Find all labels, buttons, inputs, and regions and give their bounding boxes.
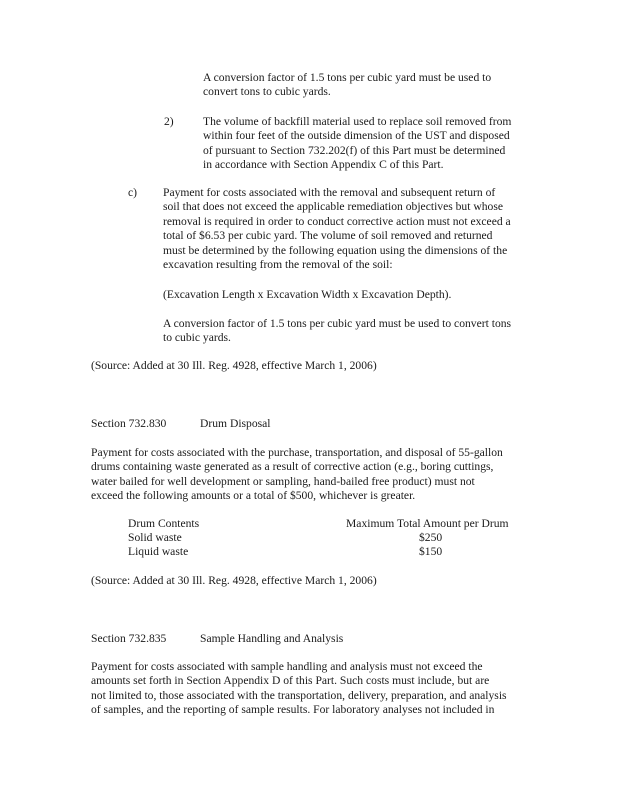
text-line: exceed the following amounts or a total of $500, whichever is greater. — [91, 489, 416, 503]
conversion-paragraph — [163, 317, 511, 346]
text-line: must be determined by the following equation using the dimensions of the — [163, 243, 508, 257]
item-c-label: c) — [128, 186, 138, 199]
excavation-equation: (Excavation Length x Excavation Width x Excavation Depth). — [163, 288, 452, 301]
continuation-paragraph — [203, 71, 491, 100]
item-2-text — [203, 115, 511, 173]
text-line: in accordance with Section Appendix C of this Part. — [203, 158, 444, 172]
table-cell-amount: $250 — [419, 531, 443, 544]
table-header-contents: Drum Contents — [128, 517, 200, 530]
text-line: amounts set forth in Section Appendix D of this Part. Such costs must include, but are — [91, 674, 490, 688]
text-line: A conversion factor of 1.5 tons per cubic yard must be used to — [203, 71, 492, 84]
text-line: total of $6.53 per cubic yard. The volume of soil removed and returned — [163, 229, 493, 243]
text-line: of pursuant to Section 732.202(f) of this Part must be determined — [203, 143, 506, 157]
text-line: convert tons to cubic yards. — [203, 85, 331, 99]
text-line: removal is required in order to conduct corrective action must not exceed a — [163, 214, 511, 228]
table-cell-content: Liquid waste — [128, 545, 189, 558]
text-line: soil that does not exceed the applicable remediation objectives but whose — [163, 200, 503, 214]
text-line: Payment for costs associated with the removal and subsequent return of — [163, 186, 496, 199]
item-c-text — [163, 186, 511, 272]
text-line: to cubic yards. — [163, 331, 231, 345]
section-heading-830 — [91, 417, 271, 431]
text-line: water bailed for well development or sampling, hand-bailed free product) must not — [91, 474, 475, 488]
item-2-label: 2) — [164, 115, 174, 128]
section-title: Drum Disposal — [200, 417, 271, 430]
section-number: Section 732.835 — [91, 632, 167, 645]
text-line: within four feet of the outside dimension of the UST and disposed — [203, 129, 510, 143]
section-830-paragraph — [91, 446, 503, 504]
source-note: (Source: Added at 30 Ill. Reg. 4928, effective March 1, 2006) — [91, 359, 377, 372]
section-title: Sample Handling and Analysis — [200, 632, 344, 645]
text-line: of samples, and the reporting of sample results. For laboratory analyses not included in — [91, 703, 495, 717]
source-note: (Source: Added at 30 Ill. Reg. 4928, effective March 1, 2006) — [91, 574, 377, 587]
drum-table — [128, 517, 520, 561]
text-line: not limited to, those associated with the transportation, delivery, preparation, and analysis — [91, 688, 507, 702]
section-heading-835 — [91, 632, 344, 646]
section-number: Section 732.830 — [91, 417, 167, 430]
table-header-amount: Maximum Total Amount per Drum — [346, 517, 509, 530]
table-cell-content: Solid waste — [128, 531, 182, 544]
text-line: excavation resulting from the removal of the soil: — [163, 258, 393, 272]
text-line: Payment for costs associated with sample handling and analysis must not exceed the — [91, 660, 483, 673]
text-line: The volume of backfill material used to replace soil removed from — [203, 115, 512, 128]
section-835-paragraph — [91, 660, 507, 718]
table-cell-amount: $150 — [419, 545, 443, 558]
text-line: Payment for costs associated with the purchase, transportation, and disposal of 55-gallon — [91, 446, 503, 459]
text-line: drums containing waste generated as a result of corrective action (e.g., boring cuttings, — [91, 460, 494, 474]
text-line: A conversion factor of 1.5 tons per cubic yard must be used to convert tons — [163, 317, 512, 330]
